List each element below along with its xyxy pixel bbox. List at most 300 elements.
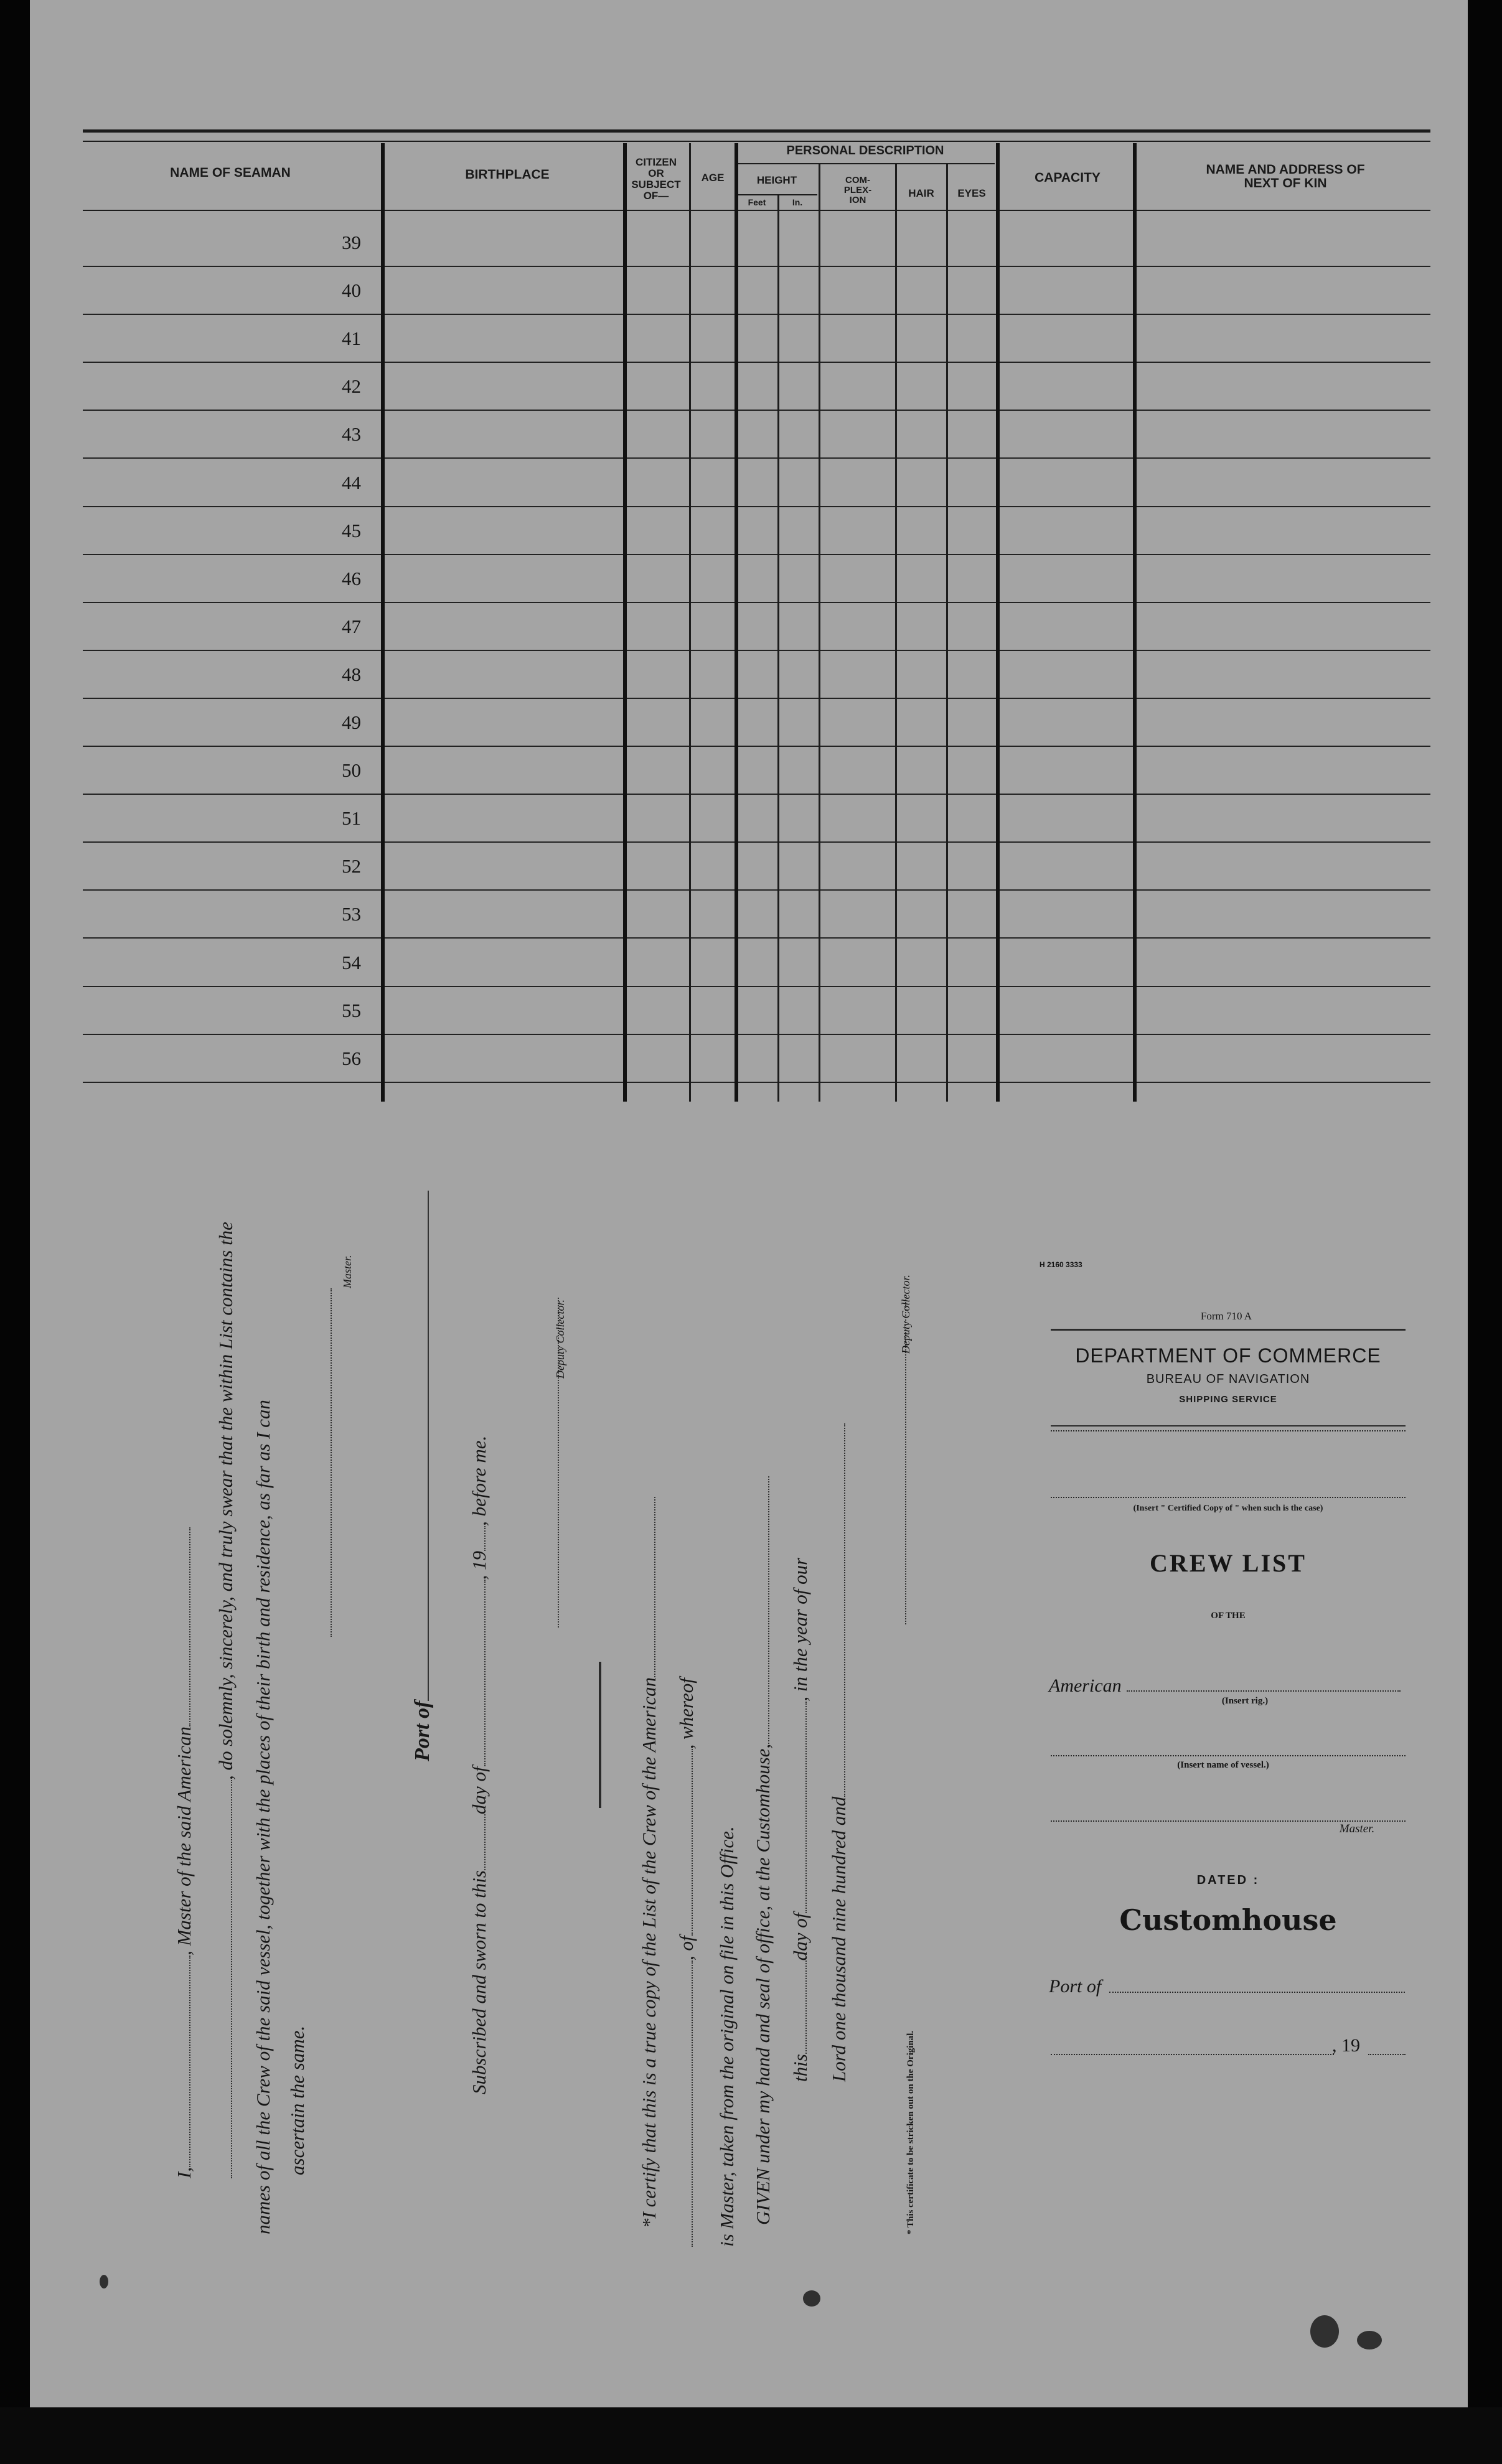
oath-master-of: , Master of the said American <box>173 1726 195 1956</box>
master-cover-label: Master. <box>1339 1822 1375 1835</box>
row-rule <box>738 1082 777 1083</box>
row-rule <box>1137 937 1430 939</box>
row-cell[interactable] <box>691 363 735 411</box>
row-cell[interactable] <box>691 219 735 267</box>
row-rule <box>83 457 381 459</box>
row-cell[interactable] <box>948 747 996 795</box>
row-cell[interactable] <box>820 411 895 459</box>
customhouse-title: Customhouse <box>1119 1903 1337 1937</box>
row-number: 48 <box>342 663 361 685</box>
row-cell[interactable] <box>83 699 381 747</box>
header-complexion-line: COM- <box>845 175 870 185</box>
row-cell[interactable] <box>691 315 735 363</box>
this-year-of-our: , in the year of our <box>789 1557 811 1702</box>
row-cell[interactable] <box>691 699 735 747</box>
row-cell[interactable] <box>1000 795 1133 843</box>
row-rule <box>948 457 996 459</box>
row-cell[interactable] <box>691 267 735 315</box>
header-eyes: EYES <box>957 187 986 199</box>
row-cell[interactable] <box>691 891 735 939</box>
row-cell[interactable] <box>820 987 895 1035</box>
row-cell[interactable] <box>738 363 777 411</box>
row-cell[interactable] <box>1000 267 1133 315</box>
row-cell[interactable] <box>779 411 819 459</box>
row-cell[interactable] <box>897 1035 946 1083</box>
row-cell[interactable] <box>627 939 689 987</box>
year-cover-blank[interactable] <box>1368 2054 1406 2055</box>
row-cell[interactable] <box>83 1035 381 1083</box>
header-capacity: CAPACITY <box>1035 171 1101 185</box>
scan-smudge <box>1310 2315 1339 2348</box>
row-cell[interactable] <box>1137 651 1430 699</box>
scan-smudge <box>100 2275 108 2288</box>
row-rule <box>627 1082 689 1083</box>
row-cell[interactable] <box>1137 843 1430 891</box>
row-cell[interactable] <box>627 795 689 843</box>
row-cell[interactable] <box>627 363 689 411</box>
port-of-cover-blank[interactable] <box>1109 1992 1405 1993</box>
row-cell[interactable] <box>1137 459 1430 507</box>
row-cell[interactable] <box>738 651 777 699</box>
row-cell[interactable] <box>385 987 623 1035</box>
row-cell[interactable] <box>1000 363 1133 411</box>
header-next-of-kin-line: NEXT OF KIN <box>1244 176 1327 191</box>
row-number: 54 <box>342 952 361 973</box>
print-code: H 2160 3333 <box>1040 1260 1082 1269</box>
row-cell[interactable] <box>738 699 777 747</box>
row-cell[interactable] <box>897 603 946 651</box>
row-rule <box>627 937 689 939</box>
row-cell[interactable] <box>691 507 735 555</box>
row-cell[interactable] <box>897 651 946 699</box>
row-cell[interactable] <box>779 555 819 603</box>
row-cell[interactable] <box>779 843 819 891</box>
row-cell[interactable] <box>627 411 689 459</box>
row-cell[interactable] <box>83 939 381 987</box>
subscribed-year: , 19 <box>468 1550 490 1580</box>
cover-rule-2 <box>1051 1425 1406 1426</box>
row-number: 49 <box>342 711 361 733</box>
row-rule <box>897 457 946 459</box>
row-number: 56 <box>342 1047 361 1069</box>
row-cell[interactable] <box>738 891 777 939</box>
row-cell[interactable] <box>948 603 996 651</box>
row-rule <box>691 937 735 939</box>
header-complexion <box>820 176 895 205</box>
row-cell[interactable] <box>897 987 946 1035</box>
row-cell[interactable] <box>385 603 623 651</box>
row-cell[interactable] <box>83 795 381 843</box>
row-number: 41 <box>342 327 361 349</box>
american-label: American <box>1049 1675 1122 1696</box>
master-cover-blank[interactable] <box>1051 1820 1406 1822</box>
row-rule <box>779 937 819 939</box>
row-rule <box>897 937 946 939</box>
rig-blank[interactable] <box>1127 1690 1401 1692</box>
row-cell[interactable] <box>738 267 777 315</box>
cover-rule-2b <box>1051 1430 1406 1431</box>
row-cell[interactable] <box>897 555 946 603</box>
row-rule <box>83 937 381 939</box>
row-cell[interactable] <box>948 459 996 507</box>
row-cell[interactable] <box>83 891 381 939</box>
row-cell[interactable] <box>83 459 381 507</box>
row-cell[interactable] <box>385 507 623 555</box>
row-cell[interactable] <box>1137 939 1430 987</box>
row-cell[interactable] <box>738 747 777 795</box>
row-cell[interactable] <box>897 219 946 267</box>
row-cell[interactable] <box>779 1035 819 1083</box>
row-cell[interactable] <box>948 795 996 843</box>
row-cell[interactable] <box>1000 843 1133 891</box>
row-cell[interactable] <box>627 651 689 699</box>
row-cell[interactable] <box>820 795 895 843</box>
row-number: 43 <box>342 423 361 445</box>
master-label: Master. <box>341 1255 354 1288</box>
row-cell[interactable] <box>1000 555 1133 603</box>
row-cell[interactable] <box>738 315 777 363</box>
row-cell[interactable] <box>691 843 735 891</box>
row-cell[interactable] <box>1000 651 1133 699</box>
row-cell[interactable] <box>779 315 819 363</box>
row-cell[interactable] <box>820 363 895 411</box>
row-number: 55 <box>342 1000 361 1021</box>
row-cell[interactable] <box>779 795 819 843</box>
row-cell[interactable] <box>779 603 819 651</box>
header-feet: Feet <box>748 197 766 207</box>
row-cell[interactable] <box>897 939 946 987</box>
header-citizen-line: OF— <box>643 189 669 202</box>
row-cell[interactable] <box>691 651 735 699</box>
row-cell[interactable] <box>627 699 689 747</box>
row-cell[interactable] <box>385 795 623 843</box>
crew-list-title: CREW LIST <box>1150 1549 1307 1577</box>
row-cell[interactable] <box>948 1035 996 1083</box>
scan-smudge <box>1357 2331 1382 2349</box>
row-cell[interactable] <box>385 699 623 747</box>
row-cell[interactable] <box>691 987 735 1035</box>
row-cell[interactable] <box>83 267 381 315</box>
subscribed-day-of: day of <box>468 1766 490 1815</box>
row-cell[interactable] <box>1137 747 1430 795</box>
row-cell[interactable] <box>385 891 623 939</box>
row-cell[interactable] <box>820 891 895 939</box>
row-cell[interactable] <box>779 747 819 795</box>
row-cell[interactable] <box>948 411 996 459</box>
row-cell[interactable] <box>1000 459 1133 507</box>
row-cell[interactable] <box>897 315 946 363</box>
row-cell[interactable] <box>1137 891 1430 939</box>
row-cell[interactable] <box>779 891 819 939</box>
row-cell[interactable] <box>385 315 623 363</box>
row-number: 51 <box>342 807 361 829</box>
footnote-text: * This certificate to be stricken out on the Original. <box>906 2030 916 2234</box>
row-cell[interactable] <box>1137 555 1430 603</box>
row-cell[interactable] <box>738 939 777 987</box>
row-cell[interactable] <box>820 843 895 891</box>
row-number: 47 <box>342 616 361 637</box>
row-cell[interactable] <box>779 939 819 987</box>
date-cover-blank[interactable] <box>1051 2054 1334 2055</box>
row-cell[interactable] <box>385 843 623 891</box>
row-cell[interactable] <box>820 699 895 747</box>
this-label: this <box>789 2054 811 2082</box>
row-rule <box>948 937 996 939</box>
row-rule <box>738 457 777 459</box>
row-cell[interactable] <box>948 219 996 267</box>
row-number: 53 <box>342 903 361 925</box>
row-cell[interactable] <box>1000 507 1133 555</box>
row-cell[interactable] <box>820 1035 895 1083</box>
row-cell[interactable] <box>1137 219 1430 267</box>
row-cell[interactable] <box>627 987 689 1035</box>
scan-smudge <box>803 2290 820 2307</box>
row-cell[interactable] <box>83 987 381 1035</box>
row-cell[interactable] <box>738 795 777 843</box>
row-rule <box>627 457 689 459</box>
row-cell[interactable] <box>820 555 895 603</box>
row-cell[interactable] <box>385 555 623 603</box>
row-cell[interactable] <box>948 315 996 363</box>
row-cell[interactable] <box>948 555 996 603</box>
row-cell[interactable] <box>897 363 946 411</box>
row-cell[interactable] <box>948 891 996 939</box>
row-cell[interactable] <box>897 795 946 843</box>
of-the-label: OF THE <box>1211 1611 1246 1621</box>
vessel-name-cover-blank[interactable] <box>1051 1755 1406 1756</box>
row-cell[interactable] <box>627 1035 689 1083</box>
row-cell[interactable] <box>627 843 689 891</box>
row-cell[interactable] <box>83 651 381 699</box>
row-cell[interactable] <box>83 507 381 555</box>
row-cell[interactable] <box>691 795 735 843</box>
row-cell[interactable] <box>820 267 895 315</box>
row-cell[interactable] <box>779 459 819 507</box>
row-cell[interactable] <box>691 939 735 987</box>
header-next-of-kin-line: NAME AND ADDRESS OF <box>1206 162 1365 177</box>
row-cell[interactable] <box>1137 795 1430 843</box>
row-rule <box>897 1082 946 1083</box>
row-cell[interactable] <box>385 651 623 699</box>
personal-description-rule <box>736 163 995 164</box>
row-cell[interactable] <box>691 603 735 651</box>
row-cell[interactable] <box>779 987 819 1035</box>
row-cell[interactable] <box>948 987 996 1035</box>
dated-label: DATED : <box>1196 1873 1260 1887</box>
row-cell[interactable] <box>627 891 689 939</box>
row-cell[interactable] <box>738 219 777 267</box>
row-cell[interactable] <box>820 747 895 795</box>
row-cell[interactable] <box>948 267 996 315</box>
row-cell[interactable] <box>948 363 996 411</box>
row-cell[interactable] <box>1000 219 1133 267</box>
row-cell[interactable] <box>627 459 689 507</box>
row-number: 50 <box>342 759 361 781</box>
oath-names-of-crew: names of all the Crew of the said vessel, together with the places of their birth and residence, as far as I can <box>252 1400 274 2234</box>
row-cell[interactable] <box>83 555 381 603</box>
row-cell[interactable] <box>1137 411 1430 459</box>
row-cell[interactable] <box>83 603 381 651</box>
row-cell[interactable] <box>83 843 381 891</box>
row-cell[interactable] <box>897 843 946 891</box>
certified-copy-blank[interactable] <box>1051 1497 1406 1498</box>
row-rule <box>948 1082 996 1083</box>
row-cell[interactable] <box>948 843 996 891</box>
header-citizen-or-subject <box>625 157 687 201</box>
row-rule <box>385 457 623 459</box>
year-cover-label: , 19 <box>1332 2035 1360 2056</box>
row-cell[interactable] <box>627 507 689 555</box>
row-cell[interactable] <box>779 267 819 315</box>
row-rule <box>385 937 623 939</box>
row-cell[interactable] <box>385 363 623 411</box>
row-cell[interactable] <box>897 699 946 747</box>
row-cell[interactable] <box>691 411 735 459</box>
row-cell[interactable] <box>779 363 819 411</box>
row-cell[interactable] <box>948 939 996 987</box>
row-cell[interactable] <box>83 315 381 363</box>
row-rule <box>1000 457 1133 459</box>
deputy-collector-1: Deputy Collector. <box>554 1300 566 1379</box>
row-cell[interactable] <box>1137 315 1430 363</box>
row-cell[interactable] <box>385 219 623 267</box>
row-cell[interactable] <box>779 651 819 699</box>
row-cell[interactable] <box>1000 603 1133 651</box>
row-cell[interactable] <box>627 315 689 363</box>
row-cell[interactable] <box>948 699 996 747</box>
row-cell[interactable] <box>1000 411 1133 459</box>
row-cell[interactable] <box>1137 267 1430 315</box>
row-cell[interactable] <box>820 219 895 267</box>
port-of-label: Port of <box>411 1700 434 1761</box>
header-citizen-line: OR <box>648 167 664 179</box>
certify-of: , of <box>675 1936 697 1960</box>
insert-certified-note: (Insert " Certified Copy of " when such is the case) <box>1133 1504 1323 1513</box>
row-cell[interactable] <box>385 747 623 795</box>
row-cell[interactable] <box>897 411 946 459</box>
cover-top-rule <box>1051 1329 1406 1331</box>
row-cell[interactable] <box>385 411 623 459</box>
row-rule <box>738 937 777 939</box>
row-cell[interactable] <box>1000 939 1133 987</box>
row-cell[interactable] <box>627 555 689 603</box>
service-title: SHIPPING SERVICE <box>1179 1394 1277 1405</box>
row-cell[interactable] <box>948 651 996 699</box>
department-title: DEPARTMENT OF COMMERCE <box>1075 1344 1381 1367</box>
row-cell[interactable] <box>897 891 946 939</box>
subscribed-before-me: , before me. <box>468 1435 490 1526</box>
row-cell[interactable] <box>897 459 946 507</box>
row-cell[interactable] <box>83 219 381 267</box>
row-cell[interactable] <box>627 747 689 795</box>
row-cell[interactable] <box>627 219 689 267</box>
row-cell[interactable] <box>820 603 895 651</box>
row-cell[interactable] <box>691 555 735 603</box>
row-cell[interactable] <box>1000 891 1133 939</box>
oath-ascertain: ascertain the same. <box>286 2025 308 2175</box>
row-rule <box>691 457 735 459</box>
row-cell[interactable] <box>738 603 777 651</box>
scan-background-edge <box>0 2407 1502 2464</box>
row-cell[interactable] <box>627 603 689 651</box>
row-cell[interactable] <box>738 555 777 603</box>
header-personal-description: PERSONAL DESCRIPTION <box>786 144 944 157</box>
row-cell[interactable] <box>738 1035 777 1083</box>
row-cell[interactable] <box>779 507 819 555</box>
row-rule <box>779 457 819 459</box>
row-cell[interactable] <box>948 507 996 555</box>
insert-name-note: (Insert name of vessel.) <box>1177 1760 1269 1770</box>
row-cell[interactable] <box>1137 987 1430 1035</box>
row-cell[interactable] <box>1000 1035 1133 1083</box>
row-cell[interactable] <box>1137 507 1430 555</box>
row-cell[interactable] <box>738 987 777 1035</box>
row-cell[interactable] <box>1137 699 1430 747</box>
row-cell[interactable] <box>738 411 777 459</box>
row-cell[interactable] <box>897 267 946 315</box>
row-rule <box>820 457 895 459</box>
row-cell[interactable] <box>820 315 895 363</box>
row-cell[interactable] <box>820 939 895 987</box>
subscribed-label: Subscribed and sworn to this <box>468 1870 490 2094</box>
row-cell[interactable] <box>738 507 777 555</box>
row-cell[interactable] <box>779 699 819 747</box>
row-rule <box>1000 937 1133 939</box>
row-cell[interactable] <box>1000 699 1133 747</box>
this-day-of: day of <box>789 1913 811 1961</box>
row-cell[interactable] <box>738 843 777 891</box>
header-height: HEIGHT <box>756 174 797 186</box>
row-cell[interactable] <box>385 1035 623 1083</box>
row-cell[interactable] <box>1137 1035 1430 1083</box>
row-cell[interactable] <box>385 939 623 987</box>
row-cell[interactable] <box>627 267 689 315</box>
row-cell[interactable] <box>779 219 819 267</box>
row-cell[interactable] <box>83 411 381 459</box>
row-cell[interactable] <box>385 267 623 315</box>
row-cell[interactable] <box>691 747 735 795</box>
row-cell[interactable] <box>1000 987 1133 1035</box>
header-citizen-line: SUBJECT <box>631 178 681 190</box>
row-cell[interactable] <box>820 651 895 699</box>
row-number: 45 <box>342 520 361 541</box>
row-rule <box>1137 1082 1430 1083</box>
header-age: AGE <box>701 172 725 184</box>
row-cell[interactable] <box>1000 747 1133 795</box>
row-cell[interactable] <box>897 507 946 555</box>
row-cell[interactable] <box>385 459 623 507</box>
bureau-title: BUREAU OF NAVIGATION <box>1146 1372 1310 1386</box>
row-cell[interactable] <box>820 459 895 507</box>
row-cell[interactable] <box>738 459 777 507</box>
header-citizen-line: CITIZEN <box>635 156 677 168</box>
row-cell[interactable] <box>691 459 735 507</box>
row-cell[interactable] <box>83 363 381 411</box>
row-cell[interactable] <box>1137 603 1430 651</box>
row-cell[interactable] <box>83 747 381 795</box>
row-rule <box>1137 457 1430 459</box>
master-on-file: is Master, taken from the original on file in this Office. <box>716 1826 738 2247</box>
lord-text: Lord one thousand nine hundred and <box>828 1796 850 2082</box>
insert-rig-note: (Insert rig.) <box>1221 1696 1269 1706</box>
header-bottom-rule <box>83 210 1430 211</box>
row-cell[interactable] <box>820 507 895 555</box>
row-cell[interactable] <box>1000 315 1133 363</box>
row-rule <box>83 1082 381 1083</box>
row-cell[interactable] <box>897 747 946 795</box>
row-cell[interactable] <box>1137 363 1430 411</box>
row-cell[interactable] <box>691 1035 735 1083</box>
